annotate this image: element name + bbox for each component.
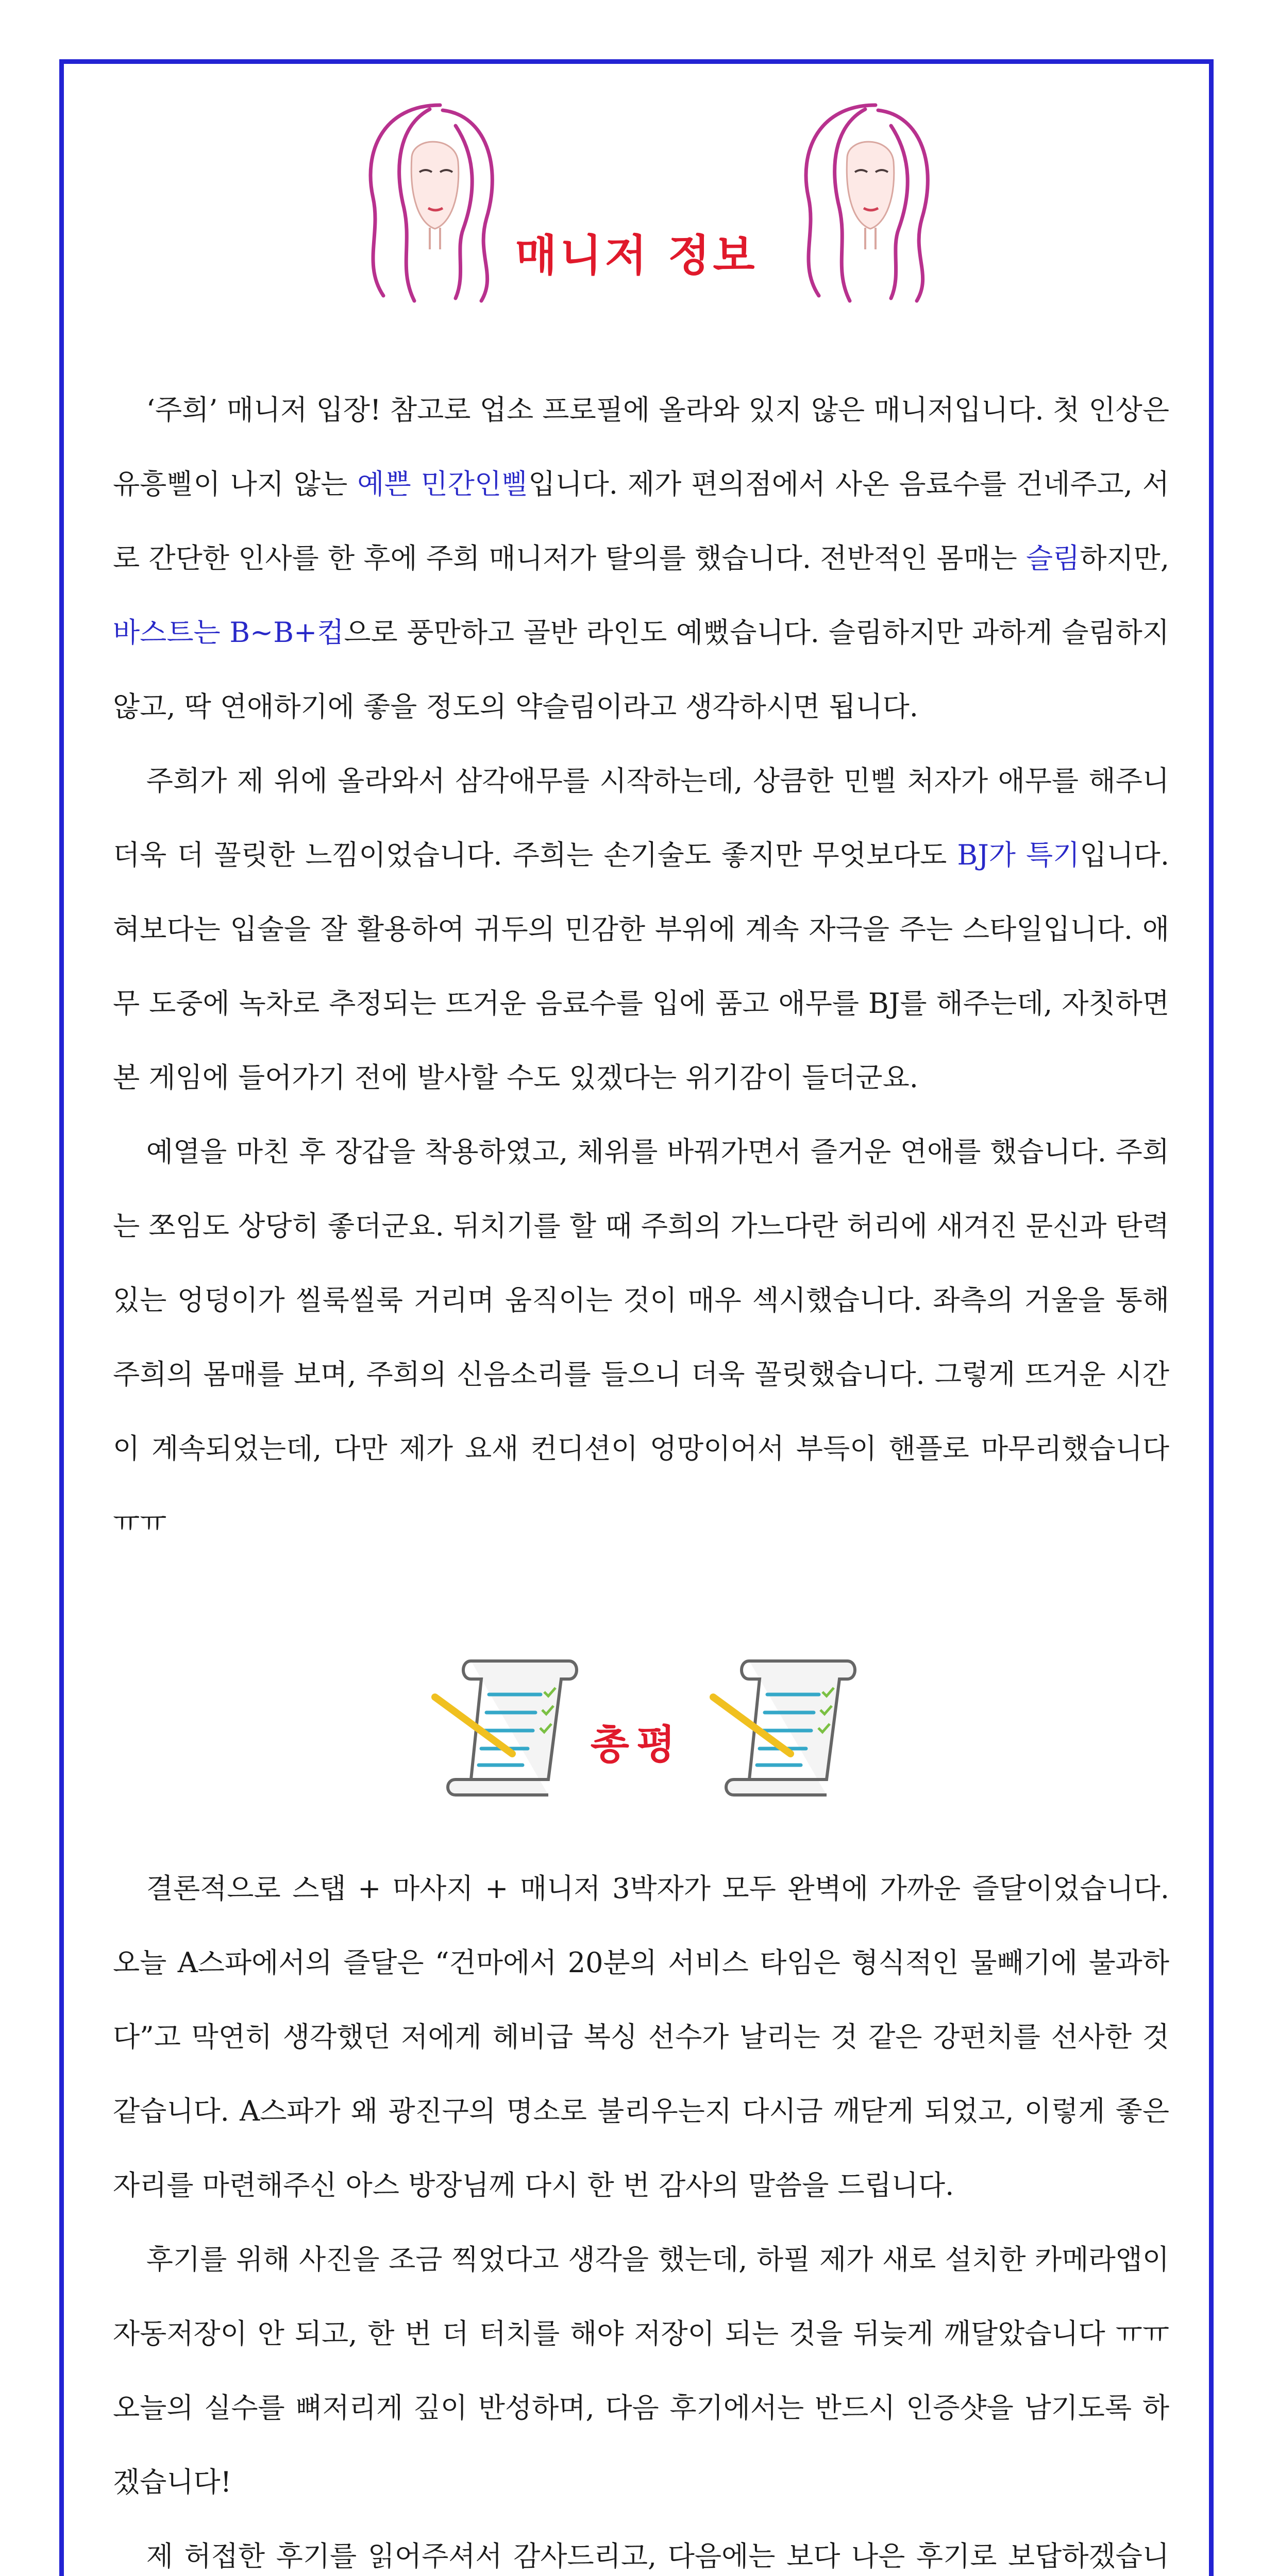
paragraph-text: 입니다. 혀보다는 입술을 잘 활용하여 귀두의 민감한 부위에 계속 자극을 주는 스타일입니다. 애무 도중에 녹차로 추정되는 뜨거운 음료수를 입에 품고 애무를 BJ를 해주는데, 자칫하면 본 게임에 들어가기 전에 발사할 수도 있겠다는 위기감이 들더군요.	[113, 839, 1169, 1094]
paragraph-text: 예열을 마친 후 장갑을 착용하였고, 체위를 바꿔가면서 즐거운 연애를 했습니다. 주희는 쪼임도 상당히 좋더군요. 뒤치기를 할 때 주희의 가느다란 허리에 새겨진 문신과 탄력있는 엉덩이가 씰룩씰룩 거리며 움직이는 것이 매우 섹시했습니다. 좌측의 거울을 통해 주희의 몸매를 보며, 주희의 신음소리를 들으니 더욱 꼴릿했습니다. 그렇게 뜨거운 시간이 계속되었는데, 다만 제가 요새 컨디션이 엉망이어서 부득이 핸플로 마무리했습니다 ㅠㅠ	[113, 1136, 1169, 1539]
manager-section-title: 매니저 정보	[515, 230, 758, 281]
body-paragraph	[113, 2519, 1169, 2576]
manager-section-header	[64, 95, 1209, 332]
paragraph-text: 후기를 위해 사진을 조금 찍었다고 생각을 했는데, 하필 제가 새로 설치한 카메라앱이 자동저장이 안 되고, 한 번 더 터치를 해야 저장이 되는 것을 뒤늦게 깨달았습니다 ㅠㅠ 오늘의 실수를 뼈저리게 깊이 반성하며, 다음 후기에서는 반드시 인증샷을 남기도록 하겠습니다!	[113, 2243, 1169, 2498]
highlighted-text: 예쁜 민간인삘	[357, 468, 529, 500]
manager-section-body	[113, 373, 1169, 1560]
paragraph-text: 결론적으로 스탭 + 마사지 + 매니저 3박자가 모두 완벽에 가까운 즐달이었습니다. 오늘 A스파에서의 즐달은 “건마에서 20분의 서비스 타임은 형식적인 물빼기에 불과하다”고 막연히 생각했던 저에게 헤비급 복싱 선수가 날리는 것 같은 강펀치를 선사한 것 같습니다. A스파가 왜 광진구의 명소로 불리우는지 다시금 깨닫게 되었고, 이렇게 좋은 자리를 마련해주신 아스 방장님께 다시 한 번 감사의 말씀을 드립니다.	[113, 1872, 1169, 2201]
body-paragraph	[113, 2223, 1169, 2519]
highlighted-text: BJ가 특기	[957, 839, 1080, 871]
paragraph-text: 입니다. 제가 편의점에서 사온 음료수를 건네주고, 서로 간단한 인사를 한 후에 주희 매니저가 탈의를 했습니다. 전반적인 몸매는	[113, 468, 1170, 574]
summary-section-body	[113, 1852, 1169, 2576]
paragraph-text: 으로 풍만하고 골반 라인도 예뻤습니다. 슬림하지만 과하게 슬림하지 않고, 딱 연애하기에 좋을 정도의 약슬림이라고 생각하시면 됩니다.	[113, 616, 1169, 723]
paragraph-text: 제 허접한 후기를 읽어주셔서 감사드리고, 다음에는 보다 나은 후기로 보답하겠습니	[146, 2540, 1169, 2572]
summary-section-header	[64, 1635, 1209, 1821]
highlighted-text: 바스트는 B~B+컵	[113, 616, 344, 649]
body-paragraph	[113, 1852, 1169, 2223]
paragraph-text: 하지만,	[1080, 542, 1169, 574]
paragraph-text: ‘주희’ 매니저 입장! 참고로 업소 프로필에 올라와 있지 않은 매니저입니다. 첫 인상은 유흥삘이 나지 않는	[113, 394, 1169, 500]
body-paragraph	[113, 744, 1169, 1115]
paragraph-text: 주희가 제 위에 올라와서 삼각애무를 시작하는데, 상큼한 민삘 처자가 애무를 해주니 더욱 더 꼴릿한 느낌이었습니다. 주희는 손기술도 좋지만 무엇보다도	[113, 765, 1169, 871]
highlighted-text: 슬림	[1026, 542, 1080, 574]
page-frame	[59, 59, 1214, 2576]
body-paragraph	[113, 373, 1169, 744]
body-paragraph	[113, 1115, 1169, 1560]
summary-section-title: 총평	[590, 1722, 683, 1768]
